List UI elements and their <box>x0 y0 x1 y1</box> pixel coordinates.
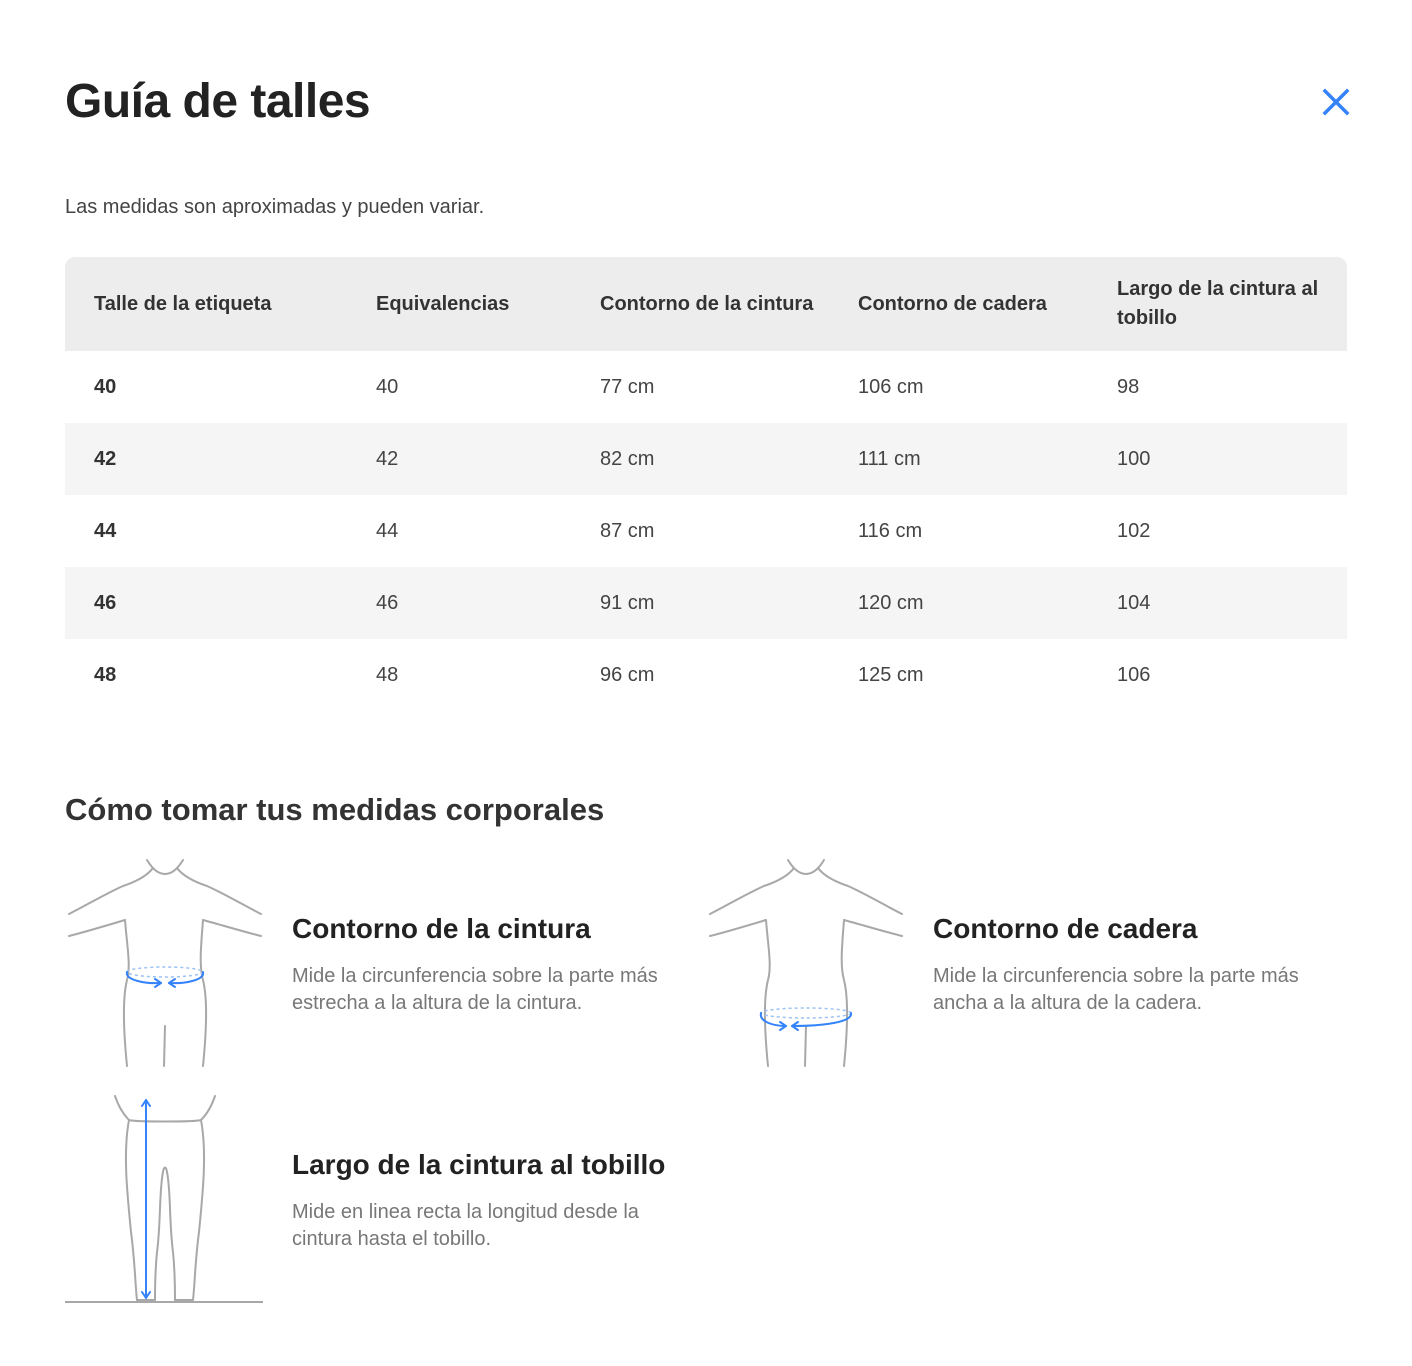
measure-description-hip: Mide la circunferencia sobre la parte más ancha a la altura de la cadera. <box>933 965 1299 1014</box>
table-cell-length: 98 <box>1117 375 1140 398</box>
waist-to-ankle-icon <box>65 1092 265 1306</box>
table-row <box>65 423 1347 495</box>
table-cell-length: 102 <box>1117 519 1151 542</box>
table-cell-waist: 77 cm <box>600 375 655 398</box>
table-cell-hip: 125 cm <box>858 663 924 686</box>
measure-card-length <box>65 1092 665 1306</box>
page-title: Guía de talles <box>65 75 371 128</box>
table-cell-length: 100 <box>1117 447 1151 470</box>
column-header-equivalences: Equivalencias <box>376 292 510 315</box>
table-cell-waist: 82 cm <box>600 447 655 470</box>
table-cell-hip: 120 cm <box>858 591 924 614</box>
column-header-waist: Contorno de la cintura <box>600 292 814 315</box>
how-to-measure-title: Cómo tomar tus medidas corporales <box>65 792 605 827</box>
column-header-label-size: Talle de la etiqueta <box>94 292 272 315</box>
column-header-waist-to-ankle: Largo de la cintura al tobillo <box>1117 278 1319 329</box>
column-header-hip: Contorno de cadera <box>858 292 1047 315</box>
measure-card-hip <box>706 856 1306 1068</box>
table-row <box>65 639 1347 711</box>
table-cell-waist: 91 cm <box>600 591 655 614</box>
table-cell-equivalence: 48 <box>376 663 399 686</box>
table-cell-size: 40 <box>94 375 117 398</box>
table-cell-equivalence: 40 <box>376 375 399 398</box>
table-cell-size: 46 <box>94 591 117 614</box>
table-header-row <box>65 257 1347 351</box>
disclaimer-text: Las medidas son aproximadas y pueden variar. <box>65 196 485 218</box>
table-cell-waist: 87 cm <box>600 519 655 542</box>
table-cell-size: 48 <box>94 663 117 686</box>
table-cell-equivalence: 42 <box>376 447 399 470</box>
table-row <box>65 567 1347 639</box>
close-button[interactable] <box>1316 82 1356 122</box>
hip-measure-icon <box>706 856 906 1068</box>
waist-measure-icon <box>65 856 265 1068</box>
size-table-container <box>65 257 1347 711</box>
measure-description-waist: Mide la circunferencia sobre la parte más estrecha a la altura de la cintura. <box>292 965 658 1014</box>
table-cell-waist: 96 cm <box>600 663 655 686</box>
measure-title-hip: Contorno de cadera <box>933 913 1198 944</box>
table-cell-equivalence: 44 <box>376 519 399 542</box>
table-row <box>65 495 1347 567</box>
close-icon <box>1316 82 1356 122</box>
table-row <box>65 351 1347 423</box>
measure-title-waist: Contorno de la cintura <box>292 913 591 944</box>
table-cell-hip: 111 cm <box>858 447 921 470</box>
table-cell-length: 104 <box>1117 591 1151 614</box>
size-table <box>65 257 1347 711</box>
table-cell-length: 106 <box>1117 663 1151 686</box>
table-cell-hip: 106 cm <box>858 375 924 398</box>
table-cell-equivalence: 46 <box>376 591 399 614</box>
table-cell-size: 42 <box>94 447 117 470</box>
measure-description-length: Mide en linea recta la longitud desde la cintura hasta el tobillo. <box>292 1201 639 1250</box>
measure-title-length: Largo de la cintura al tobillo <box>292 1149 666 1180</box>
table-cell-size: 44 <box>94 519 117 542</box>
table-cell-hip: 116 cm <box>858 519 923 542</box>
measure-card-waist <box>65 856 665 1068</box>
